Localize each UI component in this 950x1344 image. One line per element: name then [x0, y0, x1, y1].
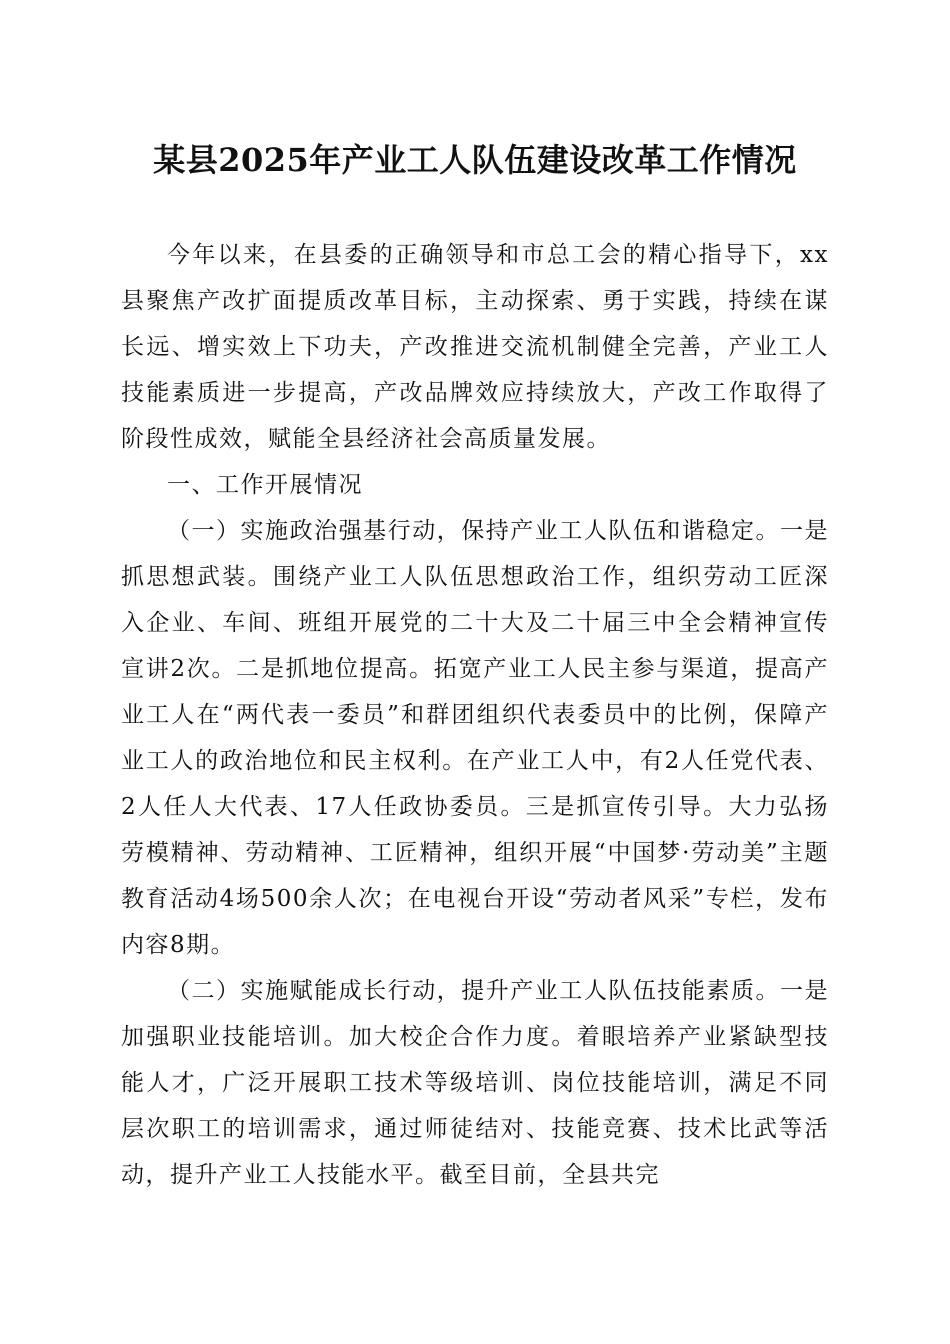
document-body — [121, 232, 829, 1198]
subsection-1-paragraph — [121, 508, 829, 968]
subsection-2-body: 一是加强职业技能培训。加大校企合作力度。着眼培养产业紧缺型技能人才，广泛开展职工技术等级培训、岗位技能培训，满足不同层次职工的培训需求，通过师徒结对、技能竞赛、技术比武等活动，提升产业工人技能水平。截至目前，全县共完 — [121, 978, 830, 1188]
section-heading-work-progress: 一、工作开展情况 — [167, 472, 363, 498]
intro-paragraph: 今年以来，在县委的正确领导和市总工会的精心指导下，xx县聚焦产改扩面提质改革目标，主动探索、勇于实践，持续在谋长远、增实效上下功夫，产改推进交流机制健全完善，产业工人技能素质进一步提高，产改品牌效应持续放大，产改工作取得了阶段性成效，赋能全县经济社会高质量发展。 — [121, 242, 829, 452]
subsection-2-paragraph — [121, 968, 829, 1198]
subsection-1-heading: （一）实施政治强基行动，保持产业工人队伍和谐稳定。 — [167, 518, 780, 544]
subsection-1-body: 一是抓思想武装。围绕产业工人队伍思想政治工作，组织劳动工匠深入企业、车间、班组开展党的二十大及二十届三中全会精神宣传宣讲2次。二是抓地位提高。拓宽产业工人民主参与渠道，提高产业工人在“两代表一委员”和群团组织代表委员中的比例，保障产业工人的政治地位和民主权利。在产业工人中，有2人任党代表、2人任人大代表、17人任政协委员。三是抓宣传引导。大力弘扬劳模精神、劳动精神、工匠精神，组织开展“中国梦·劳动美”主题教育活动4场500余人次；在电视台开设“劳动者风采”专栏，发布内容8期。 — [121, 518, 830, 958]
subsection-2-heading: （二）实施赋能成长行动，提升产业工人队伍技能素质。 — [167, 978, 780, 1004]
document-title: 某县2025年产业工人队伍建设改革工作情况 — [153, 141, 797, 179]
